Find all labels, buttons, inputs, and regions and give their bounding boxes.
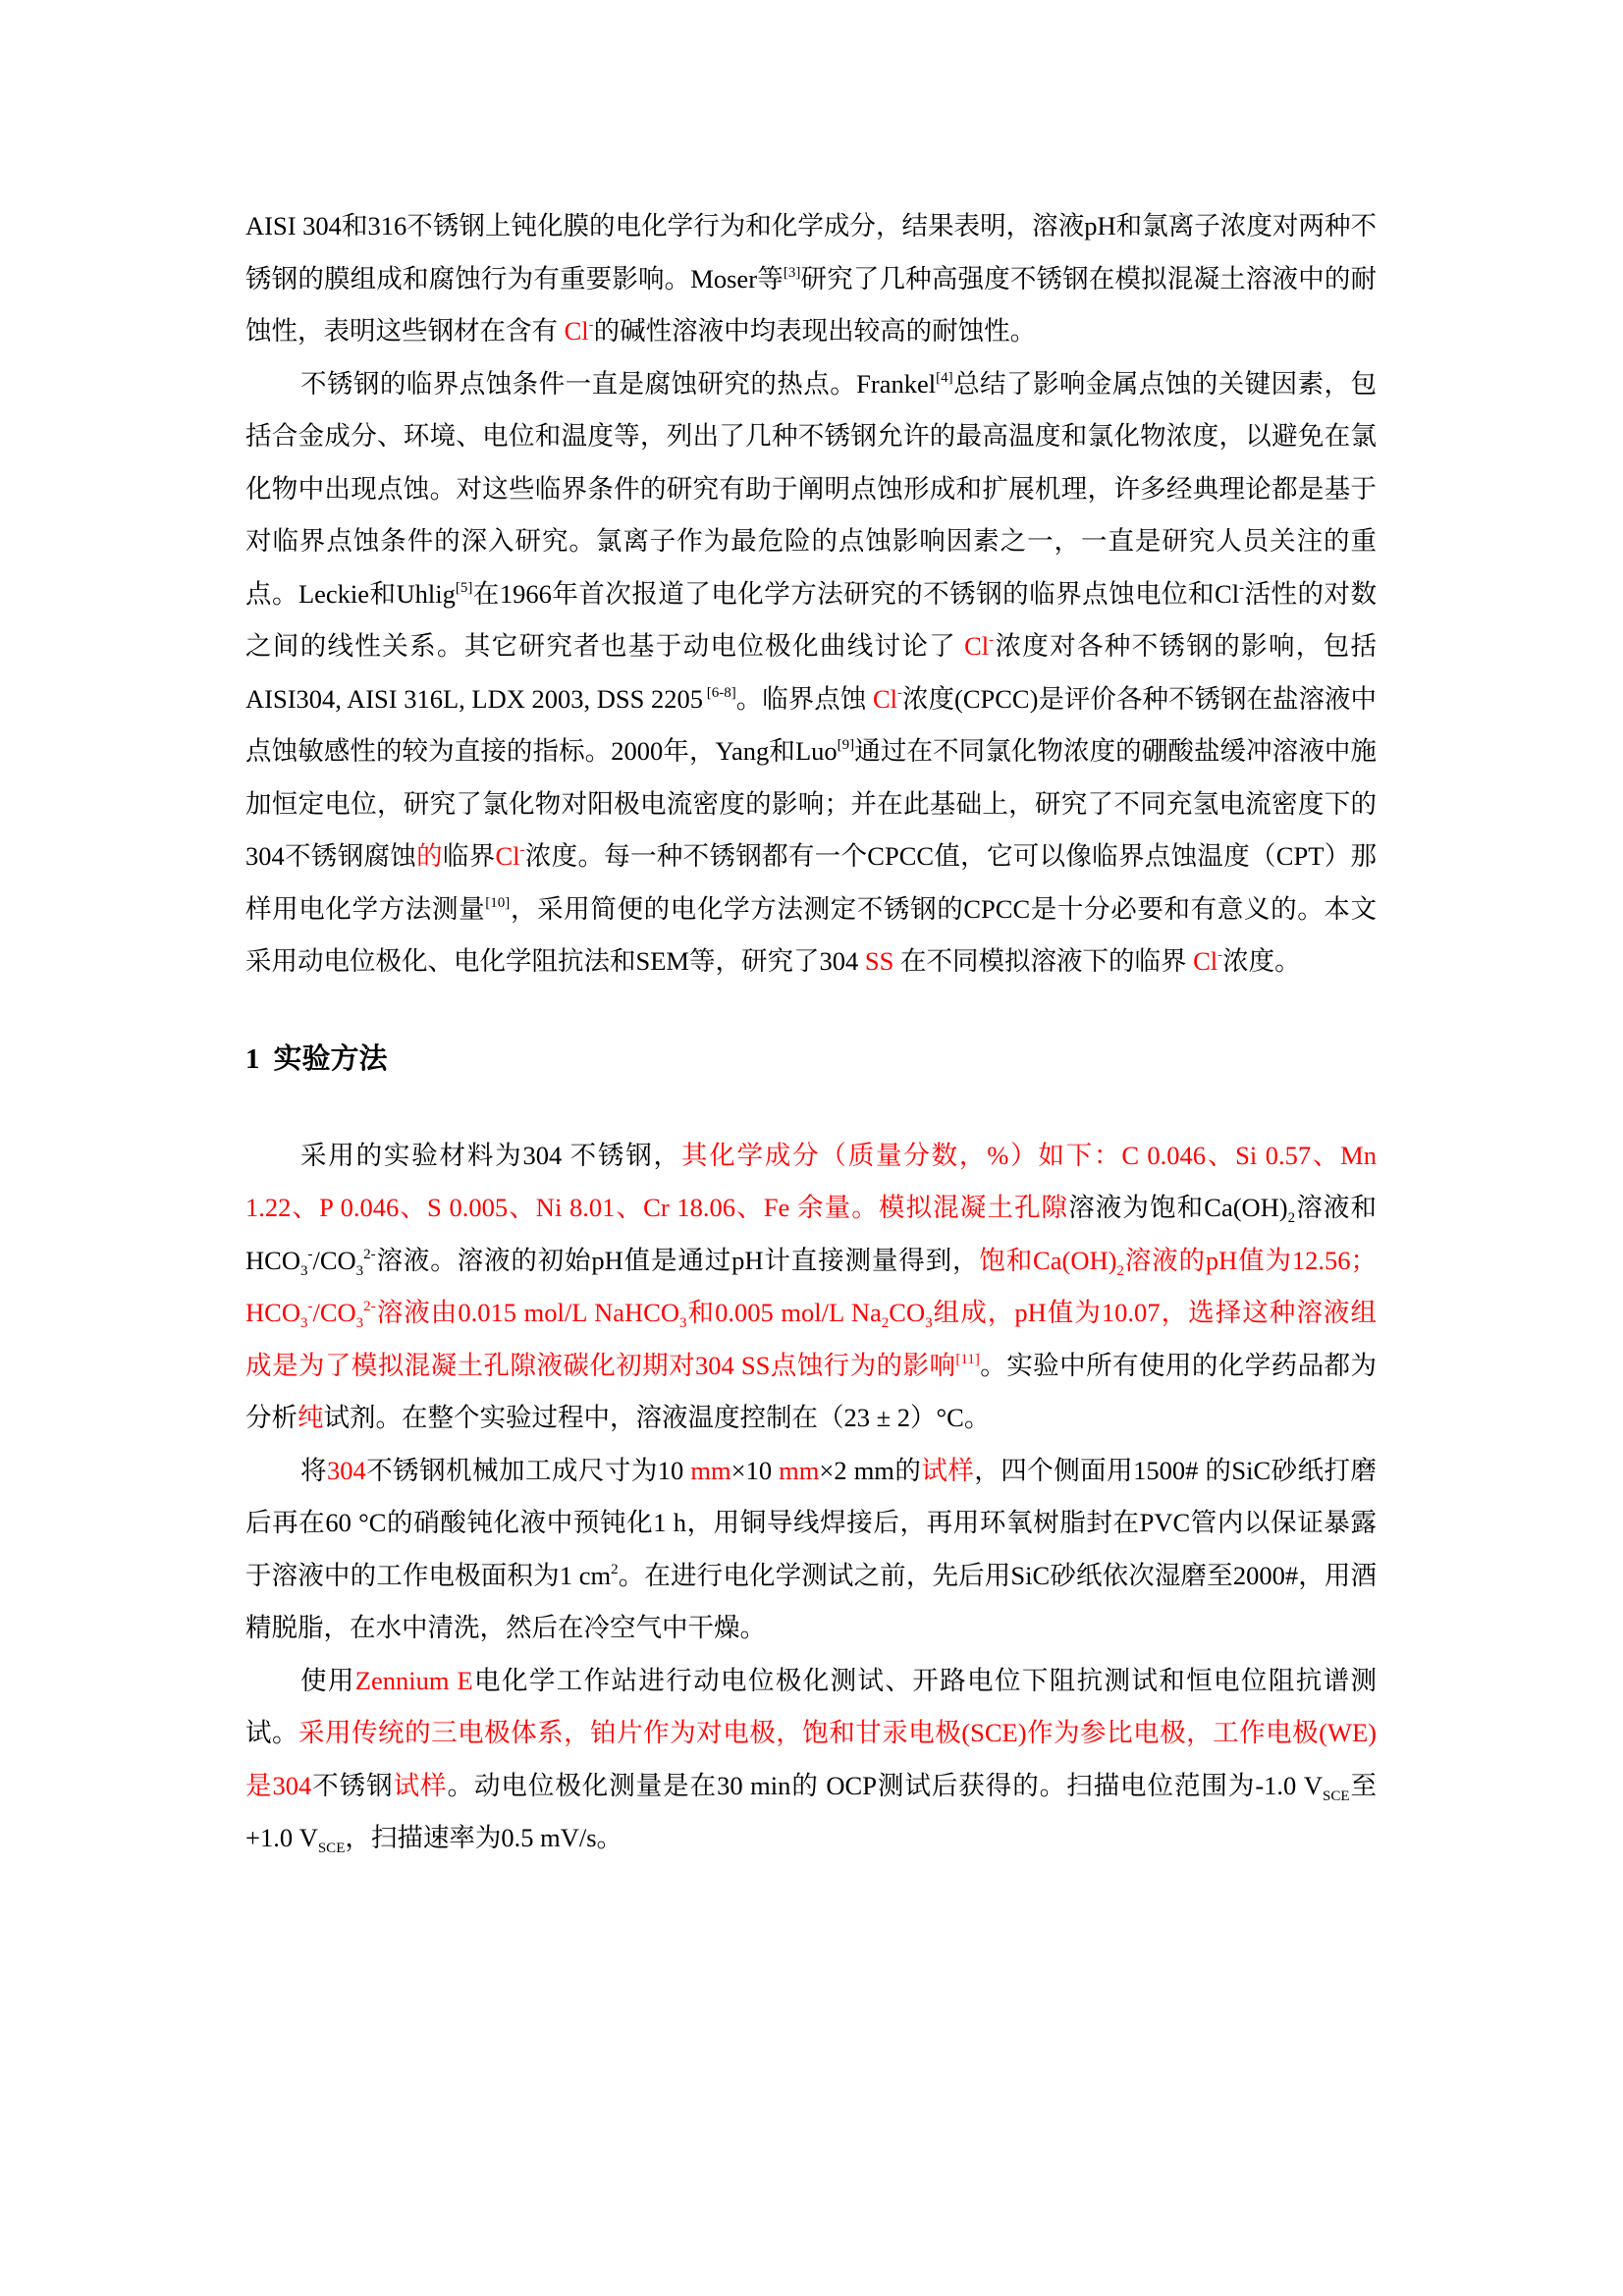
highlighted-text: 其化学成分（质量分数，%）如下：C 0.046、Si 0.57、Mn 1.22、P 0.046、S 0.005、Ni 8.01、Cr 18.06、Fe 余量。模拟混凝土孔隙 (245, 1140, 1378, 1222)
highlighted-text: 采用传统的三电极体系，铂片作为对电极，饱和甘汞电极(SCE)作为参比电极，工作电极(WE)是304 (245, 1718, 1377, 1800)
citation-ref-9: [9] (837, 737, 855, 753)
section-title: 实验方法 (273, 1042, 388, 1075)
citation-ref-3: [3] (783, 264, 801, 281)
text-span: 不锈钢机械加工成尺寸为10 (365, 1455, 691, 1485)
subscript: 3 (925, 1315, 933, 1331)
paragraph-intro-continuation (245, 200, 1377, 358)
section-heading (245, 1033, 1377, 1086)
text-span: 溶液的pH值为12.56；HCO (245, 1245, 1377, 1327)
text-span: 通过在不同氯化物浓度的硼酸盐缓冲溶液中施加恒定电位，研究了氯化物对阳极电流密度的影响；并在此基础上，研究了不同充氢电流密度下的304不锈钢腐蚀 (245, 736, 1377, 871)
text-span: ×2 mm的 (819, 1455, 922, 1485)
superscript: 2 (611, 1561, 619, 1577)
subscript: 2 (1287, 1210, 1296, 1226)
superscript: - (989, 632, 995, 648)
section-number: 1 (245, 1042, 260, 1075)
text-span: 饱和Ca(OH) (979, 1245, 1117, 1275)
subscript: SCE (1323, 1788, 1350, 1804)
text-span: 使用 (300, 1665, 355, 1695)
subscript: 3 (679, 1315, 687, 1331)
citation-ref-11: [11] (955, 1351, 980, 1367)
text-span: Cl (1193, 946, 1218, 976)
text-span: /CO (312, 1245, 356, 1275)
highlighted-text: SS (864, 946, 894, 976)
text-span: 浓度(CPCC)是评价各种不锈钢在盐溶液中点蚀敏感性的较为直接的指标。2000年，Yang和Luo (245, 683, 1377, 766)
text-span: 在1966年首次报道了电化学方法研究的不锈钢的临界点蚀电位和 (472, 578, 1216, 609)
chloride-ion-highlight (565, 316, 594, 346)
text-span: Cl (495, 841, 520, 871)
paragraph-materials (245, 1130, 1377, 1445)
text-span: Cl (564, 316, 589, 346)
text-span: 。动电位极化测量是在30 min的 OCP测试后获得的。扫描电位范围为-1.0 V (447, 1770, 1324, 1800)
text-span: 的碱性溶液中均表现出较高的耐蚀性。 (593, 316, 1037, 346)
text-span: 总结了影响金属点蚀的关键因素，包括合金成分、环境、电位和温度等，列出了几种不锈钢允许的最高温度和氯化物浓度，以避免在氯化物中出现点蚀。对这些临界条件的研究有助于阐明点蚀形成和扩展机理，许多经典理论都是基于对临界点蚀条件的深入研究。氯离子作为最危险的点蚀影响因素之一，一直是研究人员关注的重点。Leckie和Uhlig (245, 368, 1377, 609)
text-span: 和0.005 mol/L Na (686, 1298, 882, 1327)
text-span: 浓度对各种不锈钢的影响，包括AISI304, AISI 316L, LDX 2003, DSS 2205 (245, 631, 1378, 714)
subscript: 3 (355, 1262, 364, 1279)
page-content (245, 200, 1377, 1865)
highlighted-text: Zennium E (354, 1665, 473, 1695)
paragraph-specimen-preparation (245, 1445, 1377, 1655)
text-span: 电化学工作站进行动电位极化测试、开路电位下阻抗测试和恒电位阻抗谱测试。 (245, 1665, 1378, 1747)
chloride-ion: Cl (1215, 578, 1240, 609)
highlighted-text: 304 (326, 1455, 366, 1485)
highlighted-text: 纯 (298, 1403, 324, 1432)
superscript: 2- (363, 1299, 376, 1314)
chloride-ion-highlight (496, 841, 525, 871)
superscript: - (588, 317, 594, 333)
text-span: 将 (300, 1455, 327, 1485)
text-span: 研究了几种高强度不锈钢在模拟混凝土溶液中的耐蚀性，表明这些钢材在含有 (245, 263, 1377, 346)
superscript: 2- (363, 1246, 376, 1262)
highlighted-text: mm (779, 1455, 820, 1485)
highlighted-text: 试样 (921, 1455, 975, 1485)
paragraph-electrochemical-setup (245, 1655, 1377, 1865)
superscript: - (896, 684, 902, 701)
text-span: 。在进行电化学测试之前，先后用SiC砂纸依次湿磨至2000#，用酒精脱脂，在水中清洗，然后在冷空气中干燥。 (245, 1560, 1377, 1642)
text-span: 浓度。每一种不锈钢都有一个CPCC值，它可以像临界点蚀温度（CPT）那样用电化学方法测量 (245, 841, 1378, 924)
highlighted-text: mm (690, 1455, 731, 1485)
subscript: 2 (1116, 1262, 1124, 1279)
text-span: 溶液和HCO (245, 1193, 1377, 1275)
text-span: 试剂。在整个实验过程中，溶液温度控制在（23 ± 2）°C。 (323, 1403, 991, 1432)
subscript: SCE (317, 1841, 346, 1856)
citation-ref-5: [5] (455, 579, 473, 596)
citation-ref-4: [4] (936, 369, 953, 386)
text-span: 采用的实验材料为304 不锈钢， (300, 1140, 681, 1170)
text-span: 组成，pH值为10.07，选择这种溶液组成是为了模拟混凝土孔隙液碳化初期对304 SS点蚀行为的影响 (245, 1298, 1377, 1380)
subscript: 2 (881, 1315, 890, 1331)
superscript: - (1217, 947, 1223, 963)
text-span: ，采用简便的电化学方法测定不锈钢的CPCC是十分必要和有意义的。本文采用动电位极化、电化学阻抗法和SEM等，研究了304 (245, 893, 1378, 976)
chloride-ion-highlight (1193, 946, 1222, 976)
text-span: Cl (964, 631, 990, 661)
subscript: 3 (299, 1315, 308, 1331)
text-span: 在不同模拟溶液下的临界 (893, 946, 1194, 976)
subscript: 3 (299, 1262, 308, 1279)
subscript: 3 (355, 1315, 364, 1331)
text-span: AISI 304和316不锈钢上钝化膜的电化学行为和化学成分，结果表明，溶液pH和氯离子浓度对两种不锈钢的膜组成和腐蚀行为有重要影响。Moser等 (245, 211, 1377, 294)
text-span: CO (889, 1298, 926, 1327)
superscript: - (1239, 579, 1245, 596)
highlighted-text: 试样 (393, 1770, 448, 1800)
text-span: 。临界点蚀 (735, 683, 873, 714)
text-span: 活性的对数之间的线性关系。其它研究者也基于动电位极化曲线讨论了 (245, 578, 1378, 661)
superscript: - (307, 1246, 313, 1262)
text-span: ，四个侧面用1500# 的SiC砂纸打磨后再在60 °C的硝酸钝化液中预钝化1 h，用铜导线焊接后，再用环氧树脂封在PVC管内以保证暴露于溶液中的工作电极面积为1 cm (245, 1455, 1378, 1590)
text-span: ，扫描速率为0.5 mV/s。 (345, 1823, 623, 1852)
superscript: - (307, 1299, 313, 1314)
text-span: 溶液由0.015 mol/L NaHCO (375, 1298, 679, 1327)
citation-ref-10: [10] (485, 894, 511, 911)
chloride-ion-highlight (873, 684, 902, 714)
paragraph-critical-pitting (245, 358, 1377, 988)
text-span: 不锈钢的临界点蚀条件一直是腐蚀研究的热点。Frankel (300, 368, 937, 399)
text-span: 至+1.0 V (245, 1770, 1378, 1852)
text-span: 不锈钢 (311, 1770, 394, 1800)
text-span: 溶液为饱和Ca(OH) (1068, 1193, 1288, 1222)
chloride-ion-highlight (964, 631, 994, 661)
text-span: /CO (312, 1298, 356, 1327)
text-span: Cl (872, 683, 897, 714)
superscript: - (519, 842, 525, 858)
text-span: 。实验中所有使用的化学药品都为分析 (245, 1350, 1378, 1432)
text-span: 浓度。 (1222, 946, 1301, 976)
text-span: ×10 (730, 1455, 780, 1485)
highlighted-text: 的 (416, 841, 443, 871)
text-span: 临界 (442, 841, 496, 871)
citation-ref-6-8: [6-8] (703, 684, 736, 701)
text-span: 溶液。溶液的初始pH值是通过pH计直接测量得到， (375, 1245, 980, 1275)
